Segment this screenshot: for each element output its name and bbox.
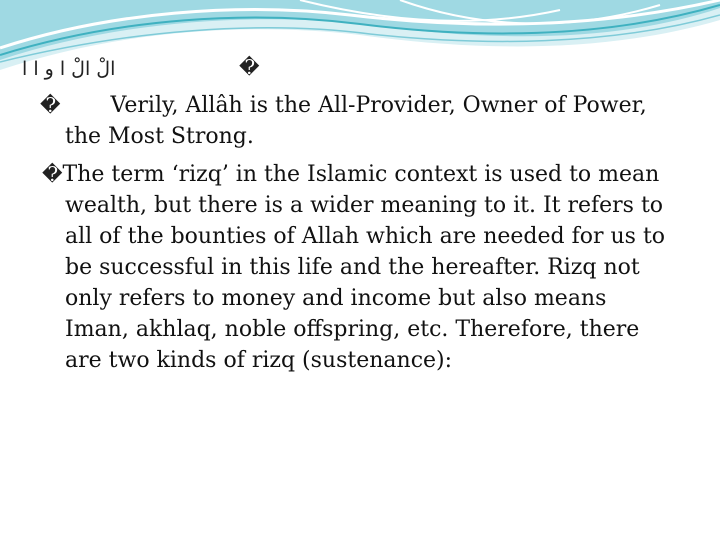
bullet-icon: � xyxy=(42,162,63,186)
rizq-line: only refers to money and income but also means xyxy=(65,286,607,311)
rizq-line: Iman, akhlaq, noble offspring, etc. Therefore, there xyxy=(65,317,640,342)
rizq-line: wealth, but there is a wider meaning to it. It refers to xyxy=(65,193,664,218)
verse-line-2: the Most Strong. xyxy=(65,124,254,149)
rizq-line: all of the bounties of Allah which are needed for us to xyxy=(65,224,666,249)
verse-line-1-text: Verily, Allâh is the All-Provider, Owner of Power, xyxy=(110,93,647,118)
rizq-line: be successful in this life and the hereafter. Rizq not xyxy=(65,255,640,280)
bullet-icon: � xyxy=(40,93,61,117)
rizq-line: are two kinds of rizq (sustenance): xyxy=(65,348,453,373)
rizq-paragraph xyxy=(42,159,682,376)
verse-paragraph xyxy=(40,90,680,152)
bullet-icon: � xyxy=(239,55,260,79)
arabic-heading: الْ الْ ا و ا ا xyxy=(22,58,116,80)
rizq-first-line-text: The term ‘rizq’ in the Islamic context is used to mean xyxy=(62,162,660,187)
verse-line-1 xyxy=(40,90,680,121)
rizq-first-line xyxy=(42,159,682,190)
